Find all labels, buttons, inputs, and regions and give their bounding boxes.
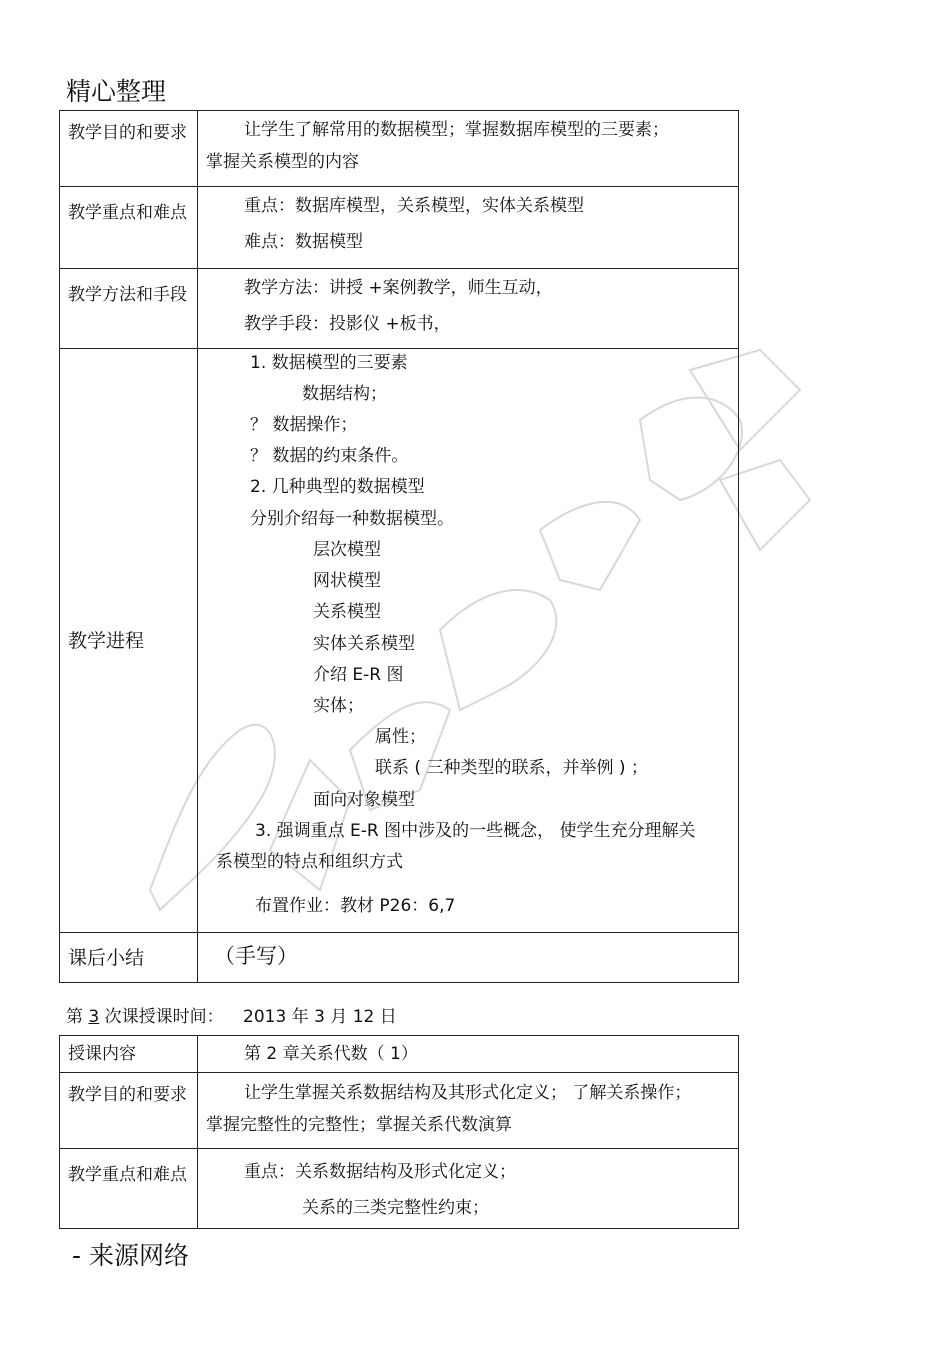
progress-line: 分别介绍每一种数据模型。 (250, 509, 454, 529)
row-text: 重点：数据库模型，关系模型，实体关系模型 (244, 196, 584, 216)
row-text: 难点：数据模型 (244, 232, 363, 252)
session-info (66, 1002, 397, 1027)
row-label: 教学重点和难点 (68, 203, 187, 223)
lesson-table-2 (59, 1035, 739, 1229)
row-label: 教学重点和难点 (68, 1165, 187, 1185)
progress-line: 系模型的特点和组织方式 (216, 852, 403, 872)
progress-line: 网状模型 (313, 571, 381, 591)
row-text: 让学生了解常用的数据模型；掌握数据库模型的三要素； (244, 120, 669, 140)
progress-line: 布置作业：教材 P26：6,7 (255, 896, 456, 916)
row-label: 教学进程 (68, 629, 145, 652)
row-label: 课后小结 (68, 946, 145, 969)
page-title: 精心整理 (66, 77, 167, 106)
table-row (60, 269, 739, 349)
row-text: 掌握关系模型的内容 (206, 152, 359, 172)
row-text: 教学手段：投影仪 +板书， (244, 314, 451, 334)
table-row (60, 187, 739, 269)
session-number: 3 (88, 1007, 100, 1027)
session-label: 次课授课时间： (104, 1007, 224, 1027)
progress-line: 关系模型 (313, 602, 381, 622)
progress-line: 介绍 E-R 图 (313, 665, 404, 685)
table-row (60, 1073, 739, 1149)
table-row (60, 111, 739, 187)
row-label: 教学目的和要求 (68, 1085, 187, 1105)
progress-line: ？ 数据的约束条件。 (250, 446, 409, 466)
row-text: 关系的三类完整性约束； (302, 1198, 489, 1218)
progress-line: 3. 强调重点 E-R 图中涉及的一些概念， 使学生充分理解关 (255, 821, 696, 841)
table-row (60, 933, 739, 983)
progress-line: 1. 数据模型的三要素 (250, 353, 408, 373)
table-row (60, 349, 739, 933)
footer-note: - 来源网络 (72, 1241, 189, 1270)
row-label: 教学目的和要求 (68, 123, 187, 143)
progress-line: 实体关系模型 (313, 634, 415, 654)
progress-line: 面向对象模型 (313, 790, 415, 810)
row-text: 第 2 章关系代数（ 1） (244, 1044, 418, 1064)
lesson-table-1 (59, 110, 739, 983)
progress-line: 联系 ( 三种类型的联系，并举例 ) ； (375, 758, 648, 778)
row-label: 教学方法和手段 (68, 285, 187, 305)
row-text: 让学生掌握关系数据结构及其形式化定义； 了解关系操作； (244, 1083, 692, 1103)
session-date: 2013 年 3 月 12 日 (243, 1007, 397, 1027)
row-text: 重点：关系数据结构及形式化定义； (244, 1162, 516, 1182)
table-row (60, 1149, 739, 1229)
summary-text: （手写） (214, 944, 298, 968)
session-prefix: 第 (66, 1007, 83, 1027)
progress-line: 层次模型 (313, 540, 381, 560)
row-text: 掌握完整性的完整性；掌握关系代数演算 (206, 1115, 512, 1135)
table-row (60, 1036, 739, 1073)
row-label: 授课内容 (68, 1044, 136, 1064)
progress-line: 2. 几种典型的数据模型 (250, 477, 425, 497)
progress-line: 数据结构； (302, 384, 387, 404)
progress-line: ？ 数据操作； (250, 415, 358, 435)
progress-line: 实体； (313, 696, 364, 716)
row-text: 教学方法：讲授 +案例教学，师生互动， (244, 278, 553, 298)
progress-line: 属性； (375, 727, 426, 747)
